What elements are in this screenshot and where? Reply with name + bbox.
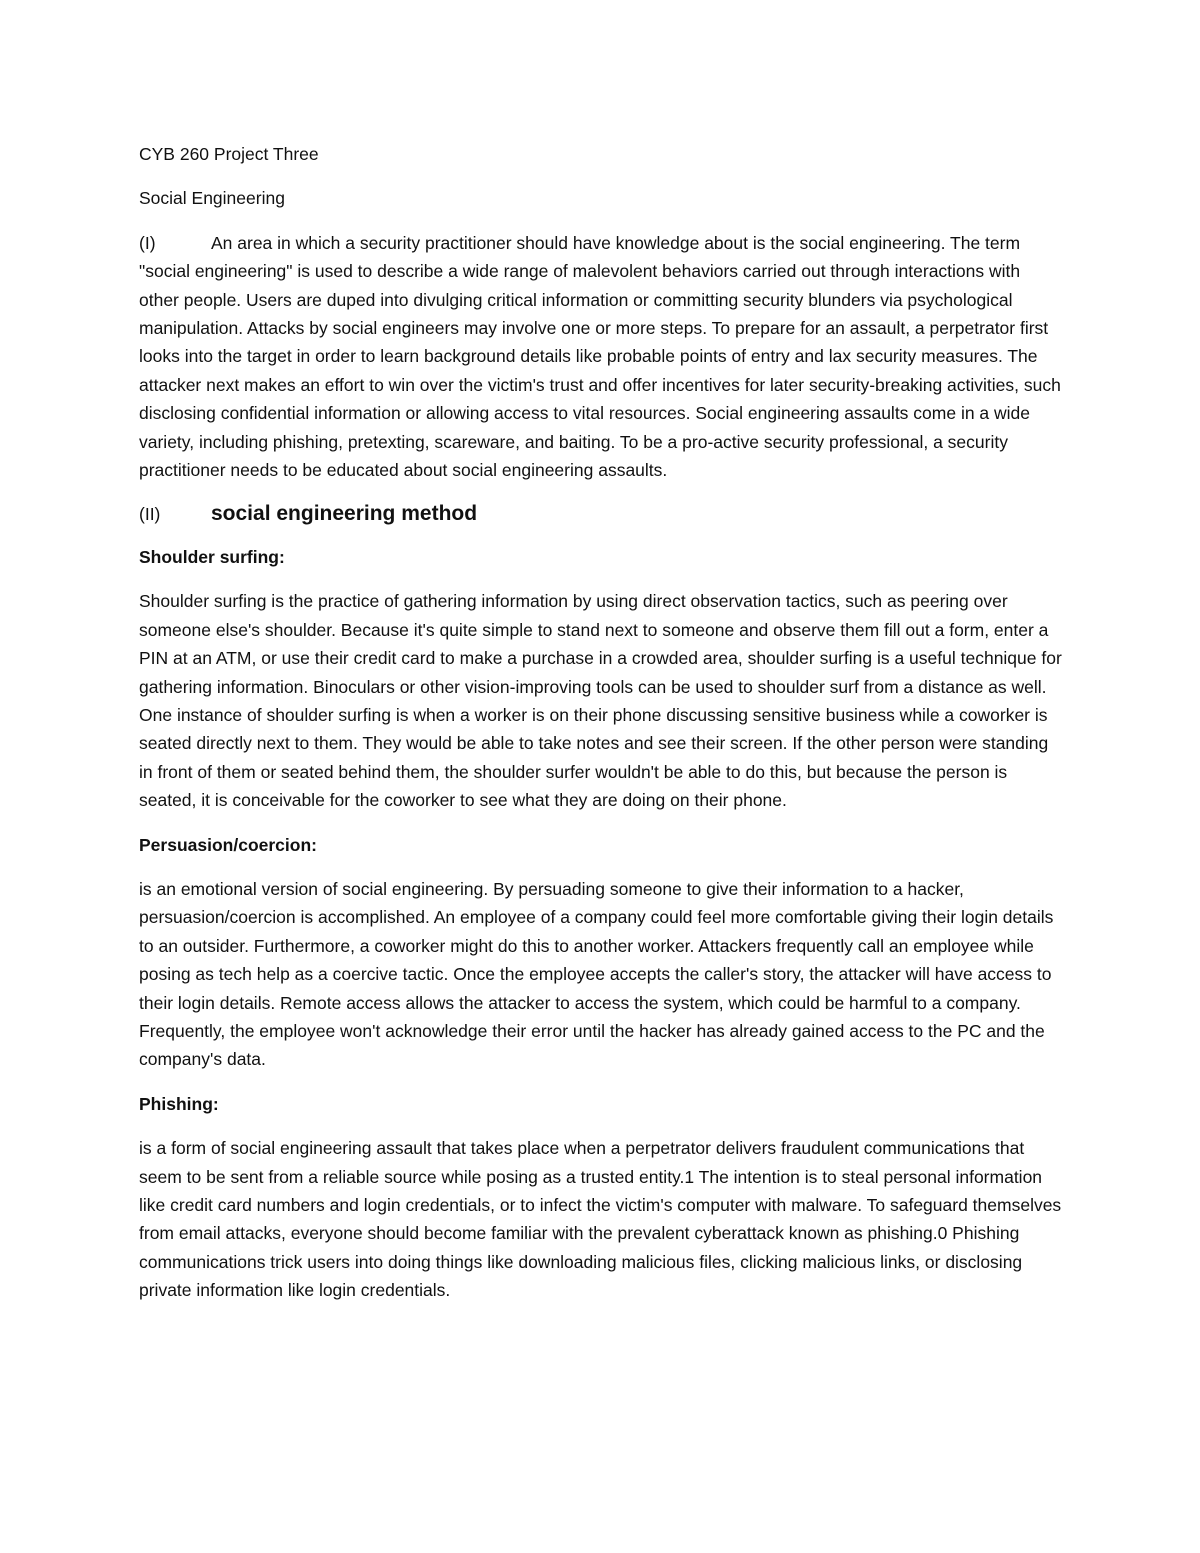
section-heading: social engineering method: [211, 502, 478, 526]
document-body: [139, 140, 1064, 1321]
section-2-header: [139, 500, 1064, 528]
method-heading-phishing: Phishing:: [139, 1093, 219, 1114]
method-heading-shoulder-surfing: Shoulder surfing:: [139, 546, 285, 567]
section-numeral-1: (I): [139, 232, 156, 253]
section-numeral-2: (II): [139, 504, 161, 525]
method-text-shoulder-surfing: Shoulder surfing is the practice of gathering information by using direct observation tactics, such as peering over someone else's shoulder. Because it's quite simple to stand next to someone and observe them fill out a form, enter a PIN at an ATM, or use their credit card to make a purchase in a crowded area, shoulder surfing is a useful technique for gathering information. Binoculars or other vision-improving tools can be used to shoulder surf from a distance as well. One instance of shoulder surfing is when a worker is on their phone discussing sensitive business while a coworker is seated directly next to them. They would be able to take notes and see their screen. If the other person were standing in front of them or seated behind them, the shoulder surfer wouldn't be able to do this, but because the person is seated, it is conceivable for the coworker to see what they are doing on their phone.: [139, 591, 1062, 811]
method-heading-persuasion-coercion: Persuasion/coercion:: [139, 834, 317, 855]
document-subtitle: Social Engineering: [139, 188, 285, 209]
intro-text: An area in which a security practitioner should have knowledge about is the social engineering. The term "social engineering" is used to describe a wide range of malevolent behaviors carried out through interactions with other people. Users are duped into divulging critical information or committing security blunders via psychological manipulation. Attacks by social engineers may involve one or more steps. To prepare for an assault, a perpetrator first looks into the target in order to learn background details like probable points of entry and lax security measures. The attacker next makes an effort to win over the victim's trust and offer incentives for later security-breaking activities, such disclosing confidential information or allowing access to vital resources. Social engineering assaults come in a wide variety, including phishing, pretexting, scareware, and baiting. To be a pro-active security professional, a security practitioner needs to be educated about social engineering assaults.: [139, 232, 1061, 481]
method-text-phishing: is a form of social engineering assault that takes place when a perpetrator delivers fraudulent communications that seem to be sent from a reliable source while posing as a trusted entity.1 The intention is to steal personal information like credit card numbers and login credentials, or to infect the victim's computer with malware. To safeguard themselves from email attacks, everyone should become familiar with the prevalent cyberattack known as phishing.0 Phishing communications trick users into doing things like downloading malicious files, clicking malicious links, or disclosing private information like login credentials.: [139, 1138, 1062, 1301]
intro-paragraph: [139, 229, 1064, 485]
method-text-persuasion-coercion: is an emotional version of social engineering. By persuading someone to give their information to a hacker, persuasion/coercion is accomplished. An employee of a company could feel more comfortable giving their login details to an outsider. Furthermore, a coworker might do this to another worker. Attackers frequently call an employee while posing as tech help as a coercive tactic. Once the employee accepts the caller's story, the attacker will have access to their login details. Remote access allows the attacker to access the system, which could be harmful to a company. Frequently, the employee won't acknowledge their error until the hacker has already gained access to the PC and the company's data.: [139, 878, 1054, 1070]
document-title: CYB 260 Project Three: [139, 144, 319, 164]
